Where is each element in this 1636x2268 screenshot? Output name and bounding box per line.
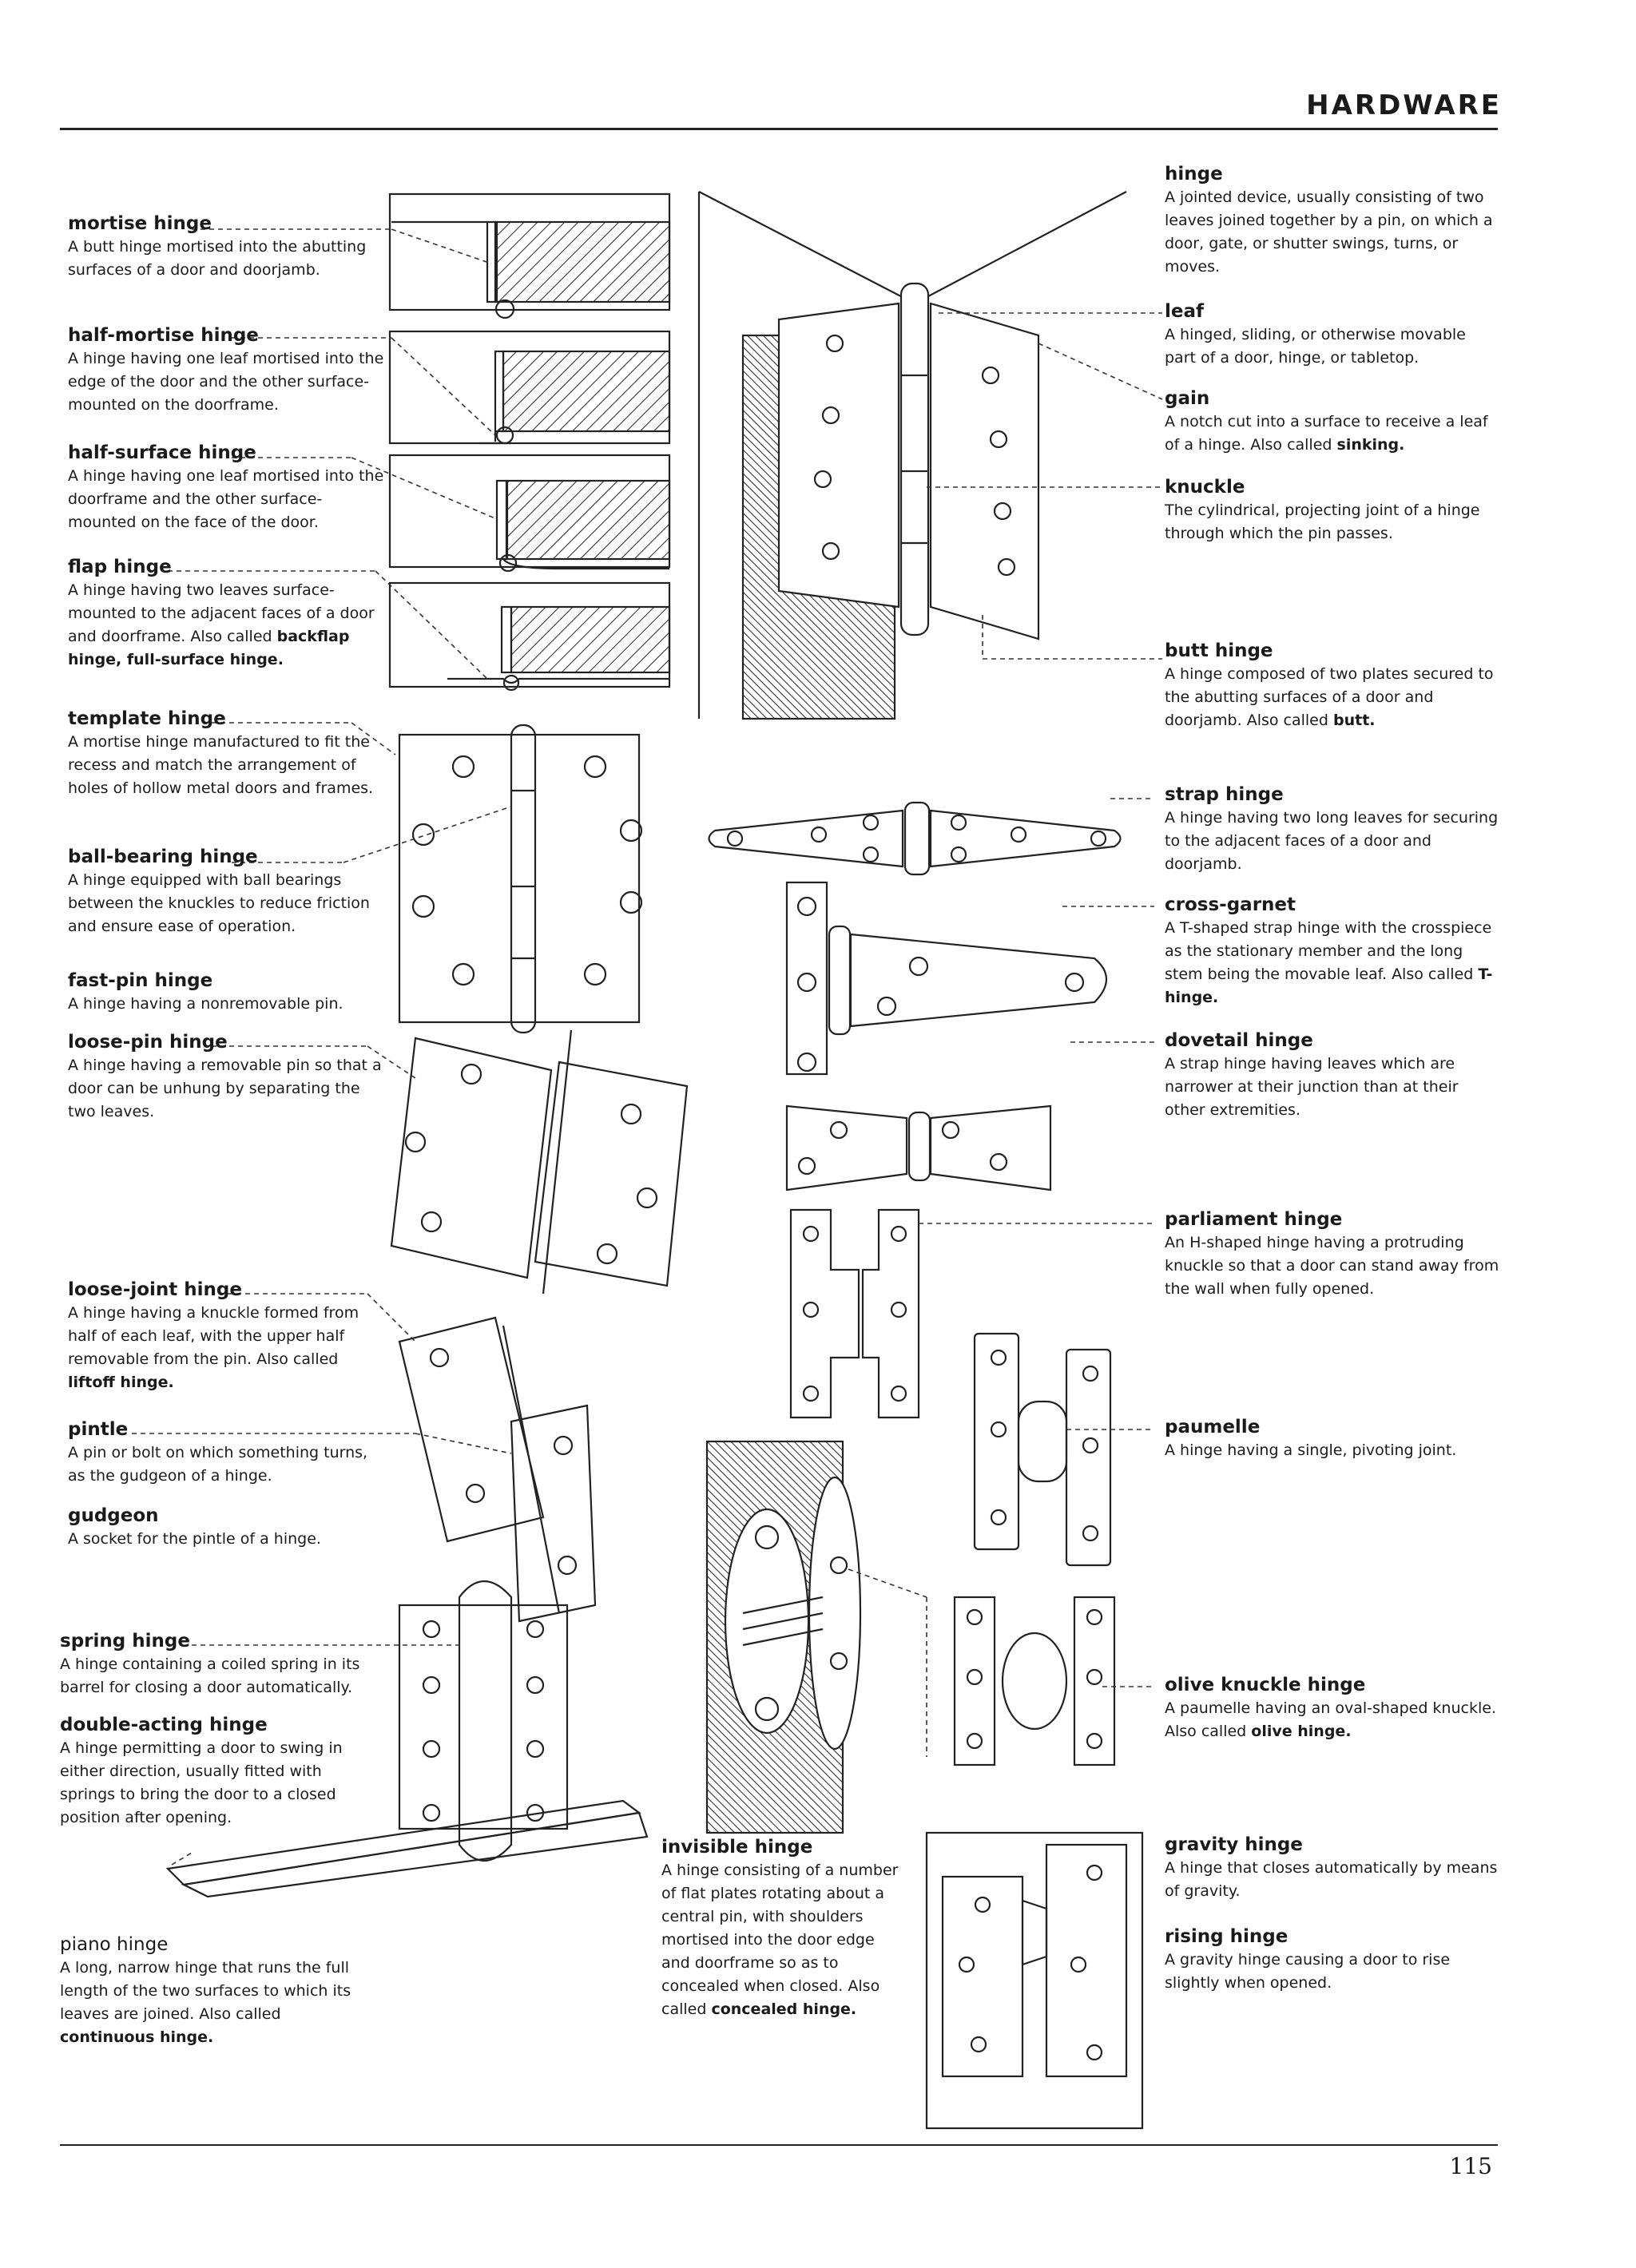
term-mortise-hinge: mortise hinge bbox=[68, 213, 212, 234]
def-loose-joint-hinge-text: A hinge having a knuckle formed from half of each leaf, with the upper half removable from the pin. Also called bbox=[68, 1304, 359, 1368]
term-half-surface-hinge: half-surface hinge bbox=[68, 442, 256, 463]
def-piano-hinge bbox=[60, 1957, 379, 2049]
entry-butt-hinge bbox=[1165, 639, 1500, 732]
loose-joint-hinge-diagram bbox=[399, 1318, 595, 1621]
entry-loose-pin-hinge bbox=[68, 1030, 387, 1124]
term-rising-hinge: rising hinge bbox=[1165, 1926, 1289, 1947]
term-leaf: leaf bbox=[1165, 301, 1205, 322]
footer-rule bbox=[60, 2144, 1498, 2146]
term-fast-pin-hinge: fast-pin hinge bbox=[68, 970, 213, 991]
def-loose-pin-hinge: A hinge having a removable pin so that a door can be unhung by separating the two leaves. bbox=[68, 1057, 382, 1120]
def-mortise-hinge: A butt hinge mortised into the abutting surfaces of a door and doorjamb. bbox=[68, 238, 367, 279]
page-number: 115 bbox=[1449, 2153, 1492, 2179]
entry-template-hinge bbox=[68, 707, 387, 800]
term-double-acting-hinge: double-acting hinge bbox=[60, 1715, 268, 1735]
term-cross-garnet: cross-garnet bbox=[1165, 894, 1296, 915]
cross-garnet-diagram bbox=[787, 882, 1106, 1074]
half-mortise-hinge-diagram bbox=[390, 331, 669, 443]
def-butt-hinge bbox=[1165, 663, 1500, 732]
def-cross-garnet bbox=[1165, 917, 1500, 1009]
def-gudgeon: A socket for the pintle of a hinge. bbox=[68, 1530, 321, 1548]
def-pintle: A pin or bolt on which something turns, as the gudgeon of a hinge. bbox=[68, 1444, 368, 1485]
entry-dovetail-hinge bbox=[1165, 1029, 1500, 1122]
alt-invisible-hinge: concealed hinge. bbox=[711, 2000, 857, 2018]
flap-hinge-diagram bbox=[390, 583, 669, 690]
entry-parliament-hinge bbox=[1165, 1207, 1500, 1301]
gravity-hinge-diagram bbox=[927, 1833, 1142, 2128]
entry-gravity-hinge bbox=[1165, 1833, 1500, 1903]
entry-double-acting-hinge bbox=[60, 1713, 379, 1830]
entry-gudgeon bbox=[68, 1504, 387, 1551]
mortise-hinge-diagram bbox=[390, 194, 669, 318]
def-dovetail-hinge: A strap hinge having leaves which are narrower at their junction than at their other extremities. bbox=[1165, 1055, 1459, 1119]
term-gain: gain bbox=[1165, 388, 1210, 409]
entry-paumelle bbox=[1165, 1415, 1500, 1462]
entry-piano-hinge bbox=[60, 1933, 379, 2049]
entry-half-surface-hinge bbox=[68, 441, 387, 534]
entry-olive-knuckle-hinge bbox=[1165, 1673, 1500, 1743]
def-paumelle: A hinge having a single, pivoting joint. bbox=[1165, 1441, 1457, 1459]
alt-olive-knuckle-hinge: olive hinge. bbox=[1251, 1723, 1352, 1740]
term-hinge: hinge bbox=[1165, 164, 1223, 184]
entry-pintle bbox=[68, 1418, 387, 1488]
olive-knuckle-hinge-diagram bbox=[955, 1597, 1114, 1765]
entry-cross-garnet bbox=[1165, 893, 1500, 1009]
def-butt-hinge-text: A hinge composed of two plates secured to the abutting surfaces of a door and doorjamb. Also called bbox=[1165, 665, 1494, 729]
def-gain-text: A notch cut into a surface to receive a leaf of a hinge. Also called bbox=[1165, 413, 1488, 454]
entry-gain bbox=[1165, 387, 1500, 457]
half-surface-hinge-diagram bbox=[390, 455, 669, 571]
def-ball-bearing-hinge: A hinge equipped with ball bearings between the knuckles to reduce friction and ensure ease of operation. bbox=[68, 871, 370, 935]
alt-loose-joint-hinge: liftoff hinge. bbox=[68, 1374, 174, 1391]
dovetail-hinge-diagram bbox=[787, 1106, 1050, 1190]
term-knuckle: knuckle bbox=[1165, 477, 1245, 498]
alt-cross-garnet: T-hinge. bbox=[1165, 965, 1493, 1006]
entry-half-mortise-hinge bbox=[68, 323, 387, 417]
def-invisible-hinge-text: A hinge consisting of a number of flat plates rotating about a central pin, with shoulders mortised into the door edge and doorframe so as to concealed when closed. Also called bbox=[661, 1862, 899, 2018]
alt-butt-hinge: butt. bbox=[1332, 712, 1376, 729]
term-loose-pin-hinge: loose-pin hinge bbox=[68, 1032, 228, 1053]
term-piano-hinge: piano hinge bbox=[60, 1934, 169, 1955]
term-olive-knuckle-hinge: olive knuckle hinge bbox=[1165, 1675, 1366, 1695]
def-fast-pin-hinge: A hinge having a nonremovable pin. bbox=[68, 995, 343, 1013]
section-title: HARDWARE bbox=[1306, 89, 1502, 121]
def-cross-garnet-text: A T-shaped strap hinge with the crosspiece as the stationary member and the long stem being the movable leaf. Also called bbox=[1165, 919, 1492, 983]
term-flap-hinge: flap hinge bbox=[68, 557, 172, 577]
entry-invisible-hinge bbox=[661, 1835, 901, 2021]
entry-knuckle bbox=[1165, 475, 1500, 545]
term-ball-bearing-hinge: ball-bearing hinge bbox=[68, 847, 258, 867]
loose-pin-hinge-diagram bbox=[391, 1030, 687, 1294]
entry-leaf bbox=[1165, 299, 1500, 370]
parliament-hinge-diagram bbox=[791, 1210, 919, 1418]
term-butt-hinge: butt hinge bbox=[1165, 640, 1273, 661]
def-half-mortise-hinge: A hinge having one leaf mortised into the edge of the door and the other surface-mounted on the doorframe. bbox=[68, 350, 384, 414]
entry-hinge bbox=[1165, 162, 1500, 279]
entry-flap-hinge bbox=[68, 555, 387, 672]
def-leaf: A hinged, sliding, or otherwise movable part of a door, hinge, or tabletop. bbox=[1165, 326, 1466, 367]
term-pintle: pintle bbox=[68, 1419, 129, 1440]
strap-hinge-diagram bbox=[709, 803, 1121, 874]
term-parliament-hinge: parliament hinge bbox=[1165, 1209, 1343, 1230]
def-olive-knuckle-hinge-text: A paumelle having an oval-shaped knuckle. Also called bbox=[1165, 1699, 1496, 1740]
term-spring-hinge: spring hinge bbox=[60, 1631, 190, 1651]
paumelle-diagram bbox=[975, 1334, 1110, 1565]
term-half-mortise-hinge: half-mortise hinge bbox=[68, 325, 259, 346]
term-gudgeon: gudgeon bbox=[68, 1505, 159, 1526]
def-gravity-hinge: A hinge that closes automatically by means of gravity. bbox=[1165, 1859, 1498, 1900]
def-invisible-hinge bbox=[661, 1859, 901, 2021]
entry-rising-hinge bbox=[1165, 1925, 1500, 1995]
butt-hinge-perspective-diagram bbox=[699, 192, 1126, 719]
invisible-hinge-diagram bbox=[707, 1441, 860, 1833]
term-loose-joint-hinge: loose-joint hinge bbox=[68, 1279, 242, 1300]
def-parliament-hinge: An H-shaped hinge having a protruding knuckle so that a door can stand away from the wall when fully opened. bbox=[1165, 1234, 1499, 1298]
def-olive-knuckle-hinge bbox=[1165, 1697, 1500, 1743]
alt-piano-hinge: continuous hinge. bbox=[60, 2028, 214, 2046]
spring-hinge-diagram bbox=[399, 1581, 567, 1861]
def-flap-hinge bbox=[68, 579, 387, 672]
def-half-surface-hinge: A hinge having one leaf mortised into the doorframe and the other surface-mounted on the face of the door. bbox=[68, 467, 384, 531]
def-spring-hinge: A hinge containing a coiled spring in its barrel for closing a door automatically. bbox=[60, 1655, 360, 1696]
def-gain bbox=[1165, 410, 1500, 457]
def-hinge: A jointed device, usually consisting of two leaves joined together by a pin, on which a door, gate, or shutter swings, turns, or moves. bbox=[1165, 188, 1493, 276]
def-flap-hinge-text: A hinge having two leaves surface-mounted to the adjacent faces of a door and doorframe. Also called bbox=[68, 581, 375, 645]
entry-ball-bearing-hinge bbox=[68, 845, 387, 938]
def-piano-hinge-text: A long, narrow hinge that runs the full length of the two surfaces to which its leaves are joined. Also called bbox=[60, 1959, 351, 2023]
alt-gain: sinking. bbox=[1336, 436, 1405, 454]
term-strap-hinge: strap hinge bbox=[1165, 784, 1284, 805]
term-invisible-hinge: invisible hinge bbox=[661, 1837, 813, 1858]
template-hinge-diagram bbox=[399, 725, 641, 1033]
term-dovetail-hinge: dovetail hinge bbox=[1165, 1030, 1313, 1051]
def-knuckle: The cylindrical, projecting joint of a hinge through which the pin passes. bbox=[1165, 502, 1480, 542]
entry-mortise-hinge bbox=[68, 212, 387, 282]
entry-strap-hinge bbox=[1165, 783, 1500, 876]
def-rising-hinge: A gravity hinge causing a door to rise slightly when opened. bbox=[1165, 1951, 1451, 1992]
alt-flap-hinge: backflap hinge, full-surface hinge. bbox=[68, 628, 350, 668]
def-template-hinge: A mortise hinge manufactured to fit the recess and match the arrangement of holes of hollow metal doors and frames. bbox=[68, 733, 374, 797]
entry-loose-joint-hinge bbox=[68, 1278, 387, 1394]
term-template-hinge: template hinge bbox=[68, 708, 226, 729]
term-gravity-hinge: gravity hinge bbox=[1165, 1834, 1303, 1855]
def-strap-hinge: A hinge having two long leaves for securing to the adjacent faces of a door and doorjamb. bbox=[1165, 809, 1499, 873]
entry-spring-hinge bbox=[60, 1629, 379, 1699]
def-loose-joint-hinge bbox=[68, 1302, 387, 1394]
term-paumelle: paumelle bbox=[1165, 1417, 1261, 1437]
def-double-acting-hinge: A hinge permitting a door to swing in either direction, usually fitted with springs to bring the door to a closed position after opening. bbox=[60, 1739, 343, 1826]
entry-fast-pin-hinge bbox=[68, 969, 387, 1016]
